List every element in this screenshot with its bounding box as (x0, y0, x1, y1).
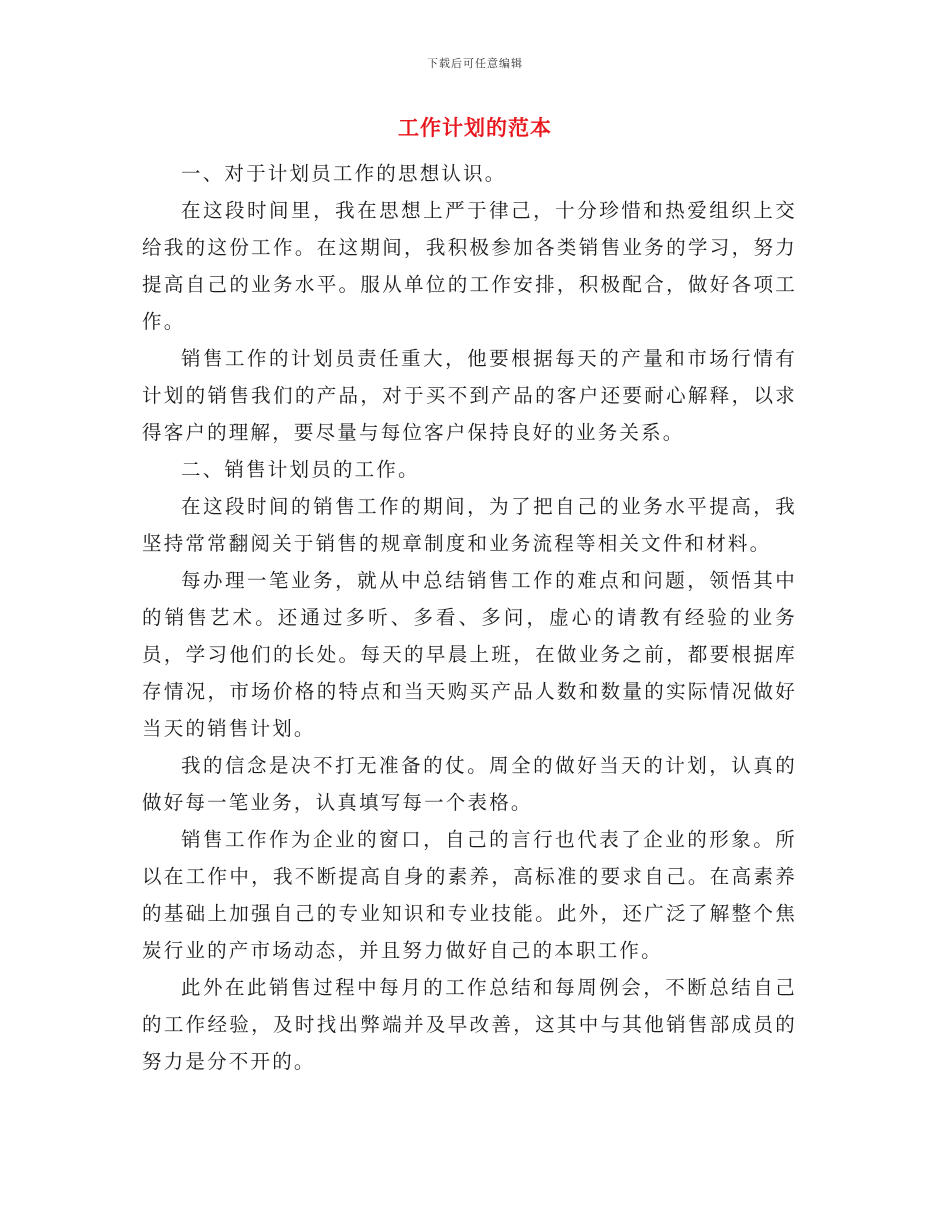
paragraph: 每办理一笔业务，就从中总结销售工作的难点和问题，领悟其中的销售艺术。还通过多听、多看、多问，虚心的请教有经验的业务员，学习他们的长处。每天的早晨上班，在做业务之前，都要根据库存情况，市场价格的特点和当天购买产品人数和数量的实际情况做好当天的销售计划。 (142, 569, 797, 740)
document-body (142, 155, 797, 1080)
paragraph: 在这段时间的销售工作的期间，为了把自己的业务水平提高，我坚持常常翻阅关于销售的规章制度和业务流程等相关文件和材料。 (142, 495, 797, 555)
paragraph-section-1-heading: 一、对于计划员工作的思想认识。 (181, 162, 507, 185)
paragraph: 我的信念是决不打无准备的仗。周全的做好当天的计划，认真的做好每一笔业务，认真填写每一个表格。 (142, 754, 797, 814)
paragraph: 在这段时间里，我在思想上严于律己，十分珍惜和热爱组织上交给我的这份工作。在这期间，我积极参加各类销售业务的学习，努力提高自己的业务水平。服从单位的工作安排，积极配合，做好各项工作。 (142, 199, 797, 333)
paragraph: 销售工作的计划员责任重大，他要根据每天的产量和市场行情有计划的销售我们的产品，对于买不到产品的客户还要耐心解释，以求得客户的理解，要尽量与每位客户保持良好的业务关系。 (142, 347, 797, 444)
paragraph: 销售工作作为企业的窗口，自己的言行也代表了企业的形象。所以在工作中，我不断提高自身的素养，高标准的要求自己。在高素养的基础上加强自己的专业知识和专业技能。此外，还广泛了解整个焦炭行业的产市场动态，并且努力做好自己的本职工作。 (142, 828, 797, 962)
paragraph: 此外在此销售过程中每月的工作总结和每周例会，不断总结自己的工作经验，及时找出弊端并及早改善，这其中与其他销售部成员的努力是分不开的。 (142, 976, 797, 1073)
header-note: 下载后可任意编辑 (427, 57, 523, 70)
document-title: 工作计划的范本 (398, 116, 552, 140)
paragraph-section-2-heading: 二、销售计划员的工作。 (181, 458, 420, 481)
